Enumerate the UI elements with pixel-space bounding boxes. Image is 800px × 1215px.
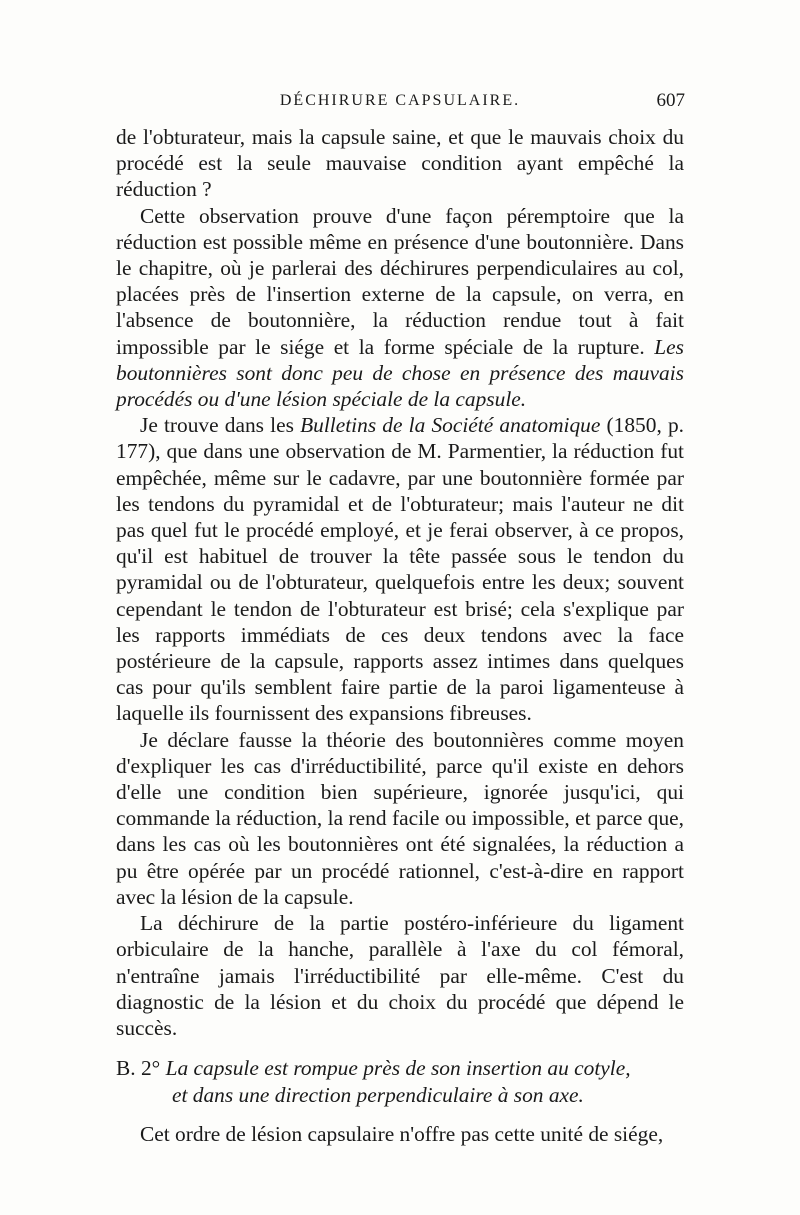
paragraph-4: Je déclare fausse la théorie des boutonnières comme moyen d'expliquer les cas d'irréductibilité, parce qu'il existe en dehors d'elle une condition bien supérieure, ignorée jusqu'ici, qui commande la réduction, la rend facile ou impossible, et parce que, dans les cas où les boutonnières ont été signalées, la réduction a pu être opérée par un procédé rationnel, c'est-à-dire en rapport avec la lésion de la capsule.	[116, 727, 684, 909]
paragraph-5: La déchirure de la partie postéro-inférieure du ligament orbiculaire de la hanche, parallèle à l'axe du col fémoral, n'entraîne jamais l'irréductibilité par elle-même. C'est du diagnostic de la lésion et du choix du procédé que dépend le succès.	[116, 911, 684, 1040]
paragraph-3	[116, 412, 684, 726]
subsection-heading	[116, 1055, 684, 1109]
running-title: DÉCHIRURE CAPSULAIRE.	[279, 92, 521, 109]
paragraph-3-citation: Bulletins de la Société anatomique	[300, 413, 601, 438]
paragraph-2	[116, 203, 684, 413]
paragraph-1: de l'obturateur, mais la capsule saine, et que le mauvais choix du procédé est la seule mauvaise condition ayant empêché la réduction ?	[116, 125, 684, 202]
paragraph-3-text-a: Je trouve dans les	[140, 413, 301, 438]
running-head	[115, 90, 685, 118]
paragraph-2-italic: Les boutonnières sont donc peu de chose en présence des mauvais procédés ou d'une lésion spéciale de la capsule.	[116, 334, 684, 412]
subsection-title-line-2: et dans une direction perpendiculaire à son axe.	[172, 1083, 584, 1108]
subsection-title-line-1: La capsule est rompue près de son insertion au cotyle,	[165, 1056, 631, 1081]
body-text	[116, 124, 684, 1147]
paragraph-2-text: Cette observation prouve d'une façon péremptoire que la réduction est possible même en présence d'une boutonnière. Dans le chapitre, où je parlerai des déchirures perpendiculaires au col, placées près de l'insertion externe de la capsule, on verra, en l'absence de boutonnière, la réduction rendue tout à fait impossible par le siége et la forme spéciale de la rupture.	[116, 203, 684, 359]
paragraph-3-text-b: (1850, p. 177), que dans une observation de M. Parmentier, la réduction fut empêchée, même sur le cadavre, par une boutonnière formée par les tendons du pyramidal et de l'obturateur; mais l'auteur ne dit pas quel fut le procédé employé, et je ferai observer, à ce propos, qu'il est habituel de trouver la tête passée sous le tendon du pyramidal ou de l'obturateur, quelquefois entre les deux; souvent cependant le tendon de l'obturateur est brisé; cela s'explique par les rapports immédiats de ces deux tendons avec la face postérieure de la capsule, rapports assez intimes dans quelques cas pour qu'ils semblent faire partie de la paroi ligamenteuse à laquelle ils fournissent des expansions fibreuses.	[116, 413, 684, 726]
page-number: 607	[656, 90, 685, 111]
subsection-label: B. 2°	[116, 1056, 161, 1081]
paragraph-6: Cet ordre de lésion capsulaire n'offre pas cette unité de siége,	[140, 1122, 664, 1147]
